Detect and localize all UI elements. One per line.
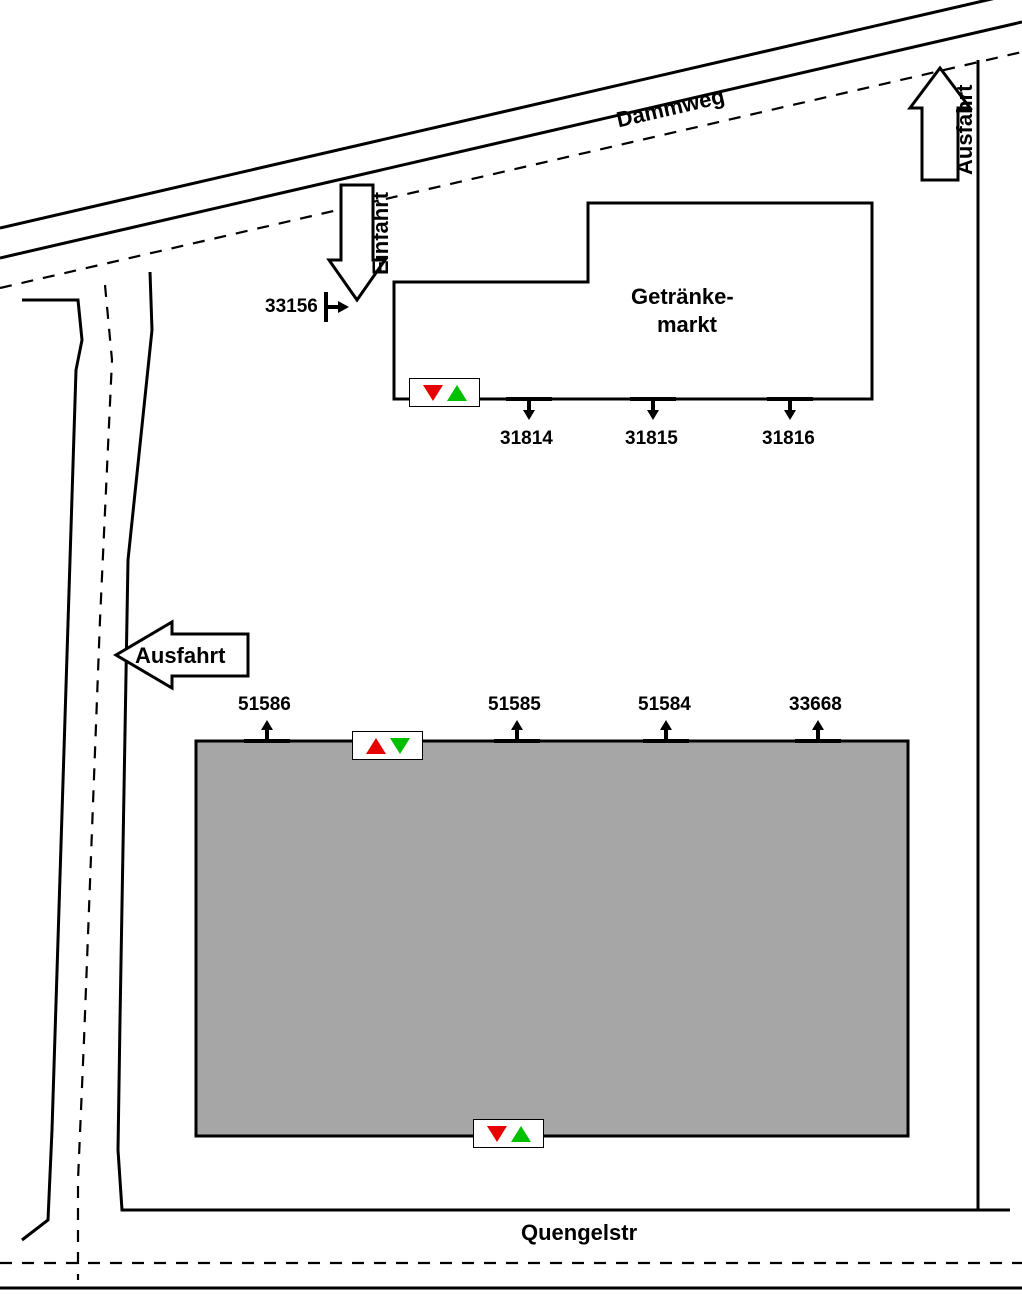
sensor-label-51585: 51585 <box>488 694 541 715</box>
building-label-line2: markt <box>657 312 717 337</box>
street-label-quengelstr: Quengelstr <box>521 1220 638 1245</box>
sensor-label-31815: 31815 <box>625 428 678 449</box>
building-label-line1: Getränke- <box>631 284 734 309</box>
triangle-down-red-icon <box>487 1126 507 1142</box>
sensor-label-51586: 51586 <box>238 694 291 715</box>
sensor-label-31814: 31814 <box>500 428 553 449</box>
triangle-down-red-icon <box>423 385 443 401</box>
counter-upper-lot[interactable] <box>409 378 480 407</box>
ausfahrt-arrow-top-right-label: Ausfahrt <box>952 84 977 175</box>
sensor-label-33156: 33156 <box>265 296 318 317</box>
sensor-mark-33156 <box>326 292 349 322</box>
triangle-up-green-icon <box>511 1126 531 1142</box>
street-quengelstr <box>0 1263 1022 1288</box>
triangle-up-red-icon <box>366 738 386 754</box>
triangle-down-green-icon <box>390 738 410 754</box>
counter-lower-lot-bottom[interactable] <box>473 1119 544 1148</box>
sensor-label-33668: 33668 <box>789 694 842 715</box>
einfahrt-arrow-label: Einfahrt <box>368 191 393 275</box>
counter-lower-lot-top[interactable] <box>352 731 423 760</box>
ausfahrt-arrow-left-label: Ausfahrt <box>135 643 226 668</box>
sensor-marks-upper <box>506 399 813 420</box>
parking-lot-area <box>196 741 908 1136</box>
street-label-dammweg: Dammweg <box>614 83 727 133</box>
triangle-up-green-icon <box>447 385 467 401</box>
sensor-label-51584: 51584 <box>638 694 691 715</box>
sensor-label-31816: 31816 <box>762 428 815 449</box>
sensor-marks-lower <box>244 720 841 741</box>
